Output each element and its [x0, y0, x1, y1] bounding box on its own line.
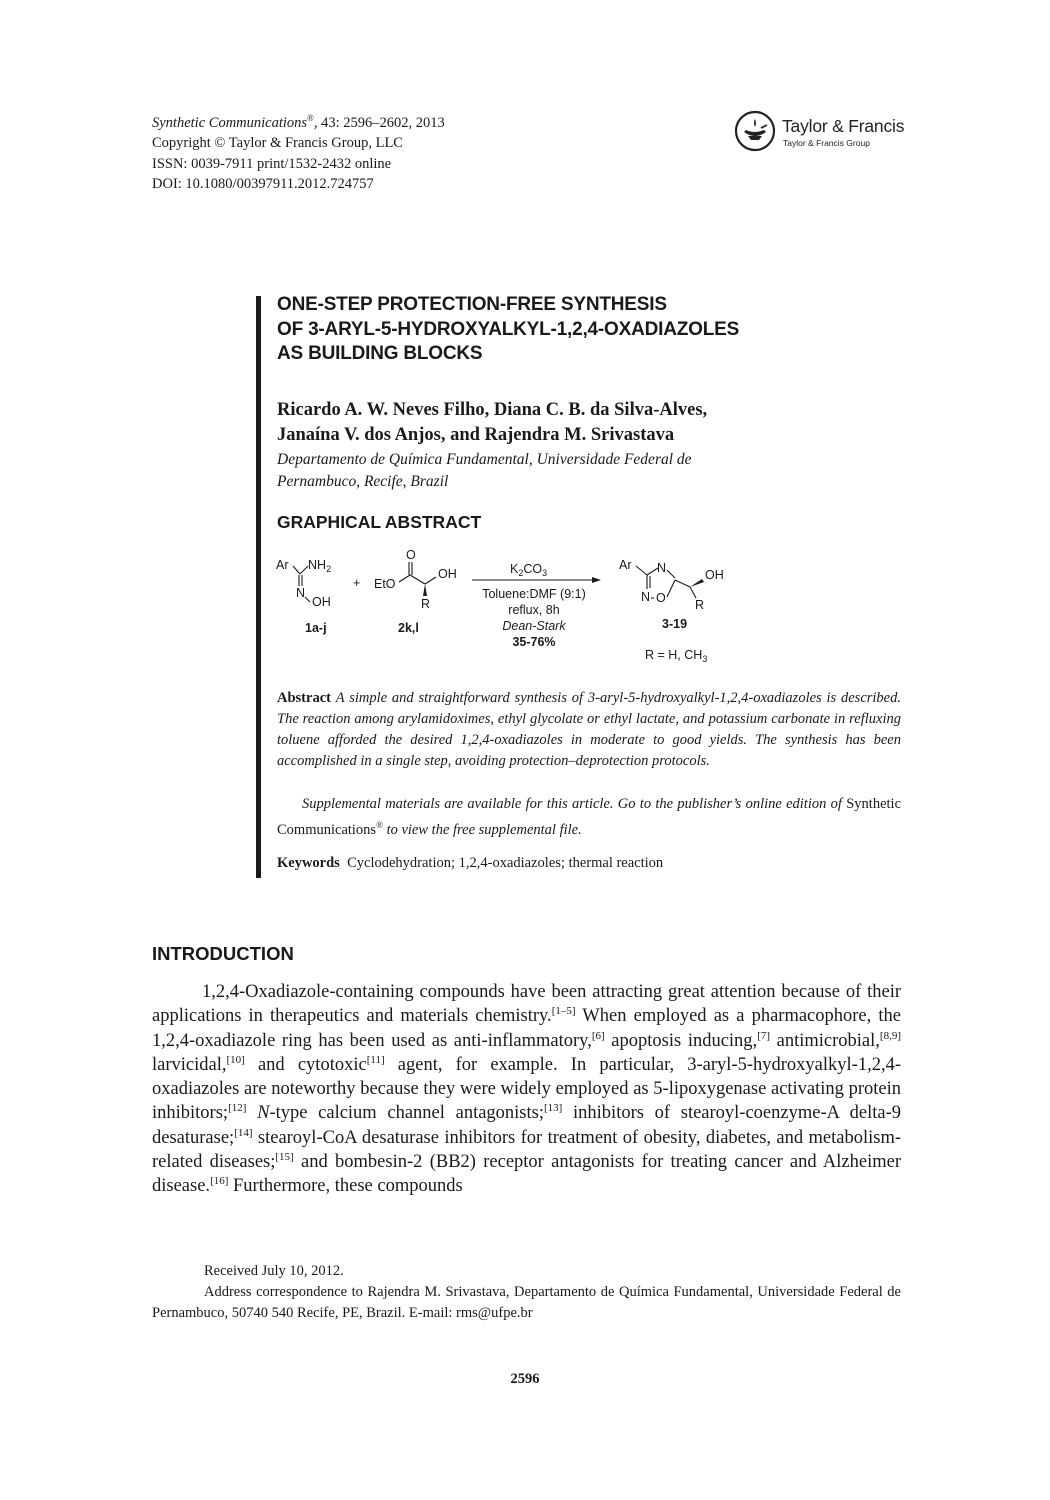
- page-number: 2596: [510, 1371, 540, 1387]
- introduction-paragraph: 1,2,4-Oxadiazole-containing compounds have been attracting great attention because of their applications in therapeutics and materials chemistry.[1–5] When employed as a pharmacophore, the 1,2,4-oxadiazole ring has been used as anti-inflammatory,[6] apoptosis inducing,[7] antimicrobial,[8,9] larvicidal,[10] and cytotoxic[11] agent, for example. In particular, 3-aryl-5-hydroxyalkyl-1,2,4-oxadiazoles are noteworthy because they were widely employed as 5-lipoxygenase activating protein inhibitors;[12] N-type calcium channel antagonists;[13] inhibitors of stearoyl-coenzyme-A delta-9 desaturase;[14] stearoyl-CoA desaturase inhibitors for treatment of obesity, diabetes, and metabolism-related diseases;[15] and bombesin-2 (BB2) receptor antagonists for treating cancer and Alzheimer disease.[16] Furthermore, these compounds: [152, 982, 902, 1197]
- supplemental-note: [277, 794, 901, 841]
- base-reagent: $K_2CO_3$: [510, 562, 548, 578]
- hydroxyl-label: OH: [438, 567, 457, 581]
- reference: [11]: [366, 1053, 385, 1066]
- journal-name: Synthetic Communications: [152, 114, 308, 131]
- temp-time-label: reflux, 8h: [508, 603, 560, 617]
- reference: [15]: [275, 1151, 294, 1164]
- reference: [1–5]: [551, 1005, 576, 1018]
- abstract-label: Abstract: [277, 690, 331, 706]
- footnote: [152, 1261, 901, 1324]
- plus-sign: +: [353, 576, 361, 590]
- abstract: [277, 688, 901, 772]
- volume-pages-year: , 43: 2596–2602, 2013: [313, 114, 445, 131]
- affiliation: [277, 449, 692, 493]
- r-definition: R = H, $CH_3$: [645, 648, 708, 664]
- reference: [6]: [591, 1029, 605, 1042]
- r-group-label: R: [421, 597, 431, 611]
- carbonyl-oxygen-label: O: [406, 548, 416, 562]
- ring-oxygen: O: [656, 591, 666, 605]
- hydroxyl-label: OH: [312, 595, 331, 609]
- author-line: Ricardo A. W. Neves Filho, Diana C. B. da Silva-Alves,: [277, 400, 708, 420]
- reactant-ester: [374, 548, 457, 635]
- journal-name: Synthetic Communications: [277, 796, 902, 838]
- aryl-label: Ar: [276, 558, 289, 572]
- received-date: Received July 10, 2012.: [204, 1263, 344, 1279]
- reference: [14]: [234, 1126, 253, 1139]
- aryl-label: Ar: [619, 558, 632, 572]
- graphical-abstract-scheme: [270, 542, 740, 672]
- compound-label-3-19: 3-19: [662, 617, 688, 631]
- author-line: Janaína V. dos Anjos, and Rajendra M. Srivastava: [277, 425, 675, 445]
- registered-mark: ®: [307, 113, 314, 123]
- journal-info: [152, 108, 445, 195]
- journal-citation: [152, 108, 445, 133]
- supplemental-text: to view the free supplemental file.: [386, 821, 582, 838]
- title-line: OF 3-ARYL-5-HYDROXYALKYL-1,2,4-OXADIAZOLES: [277, 318, 740, 340]
- amine-label: $NH_2$: [308, 558, 332, 574]
- reference: [13]: [544, 1102, 563, 1115]
- reaction-conditions: [472, 562, 601, 649]
- publisher-logo: [734, 110, 914, 154]
- introduction-heading: INTRODUCTION: [152, 943, 294, 964]
- doi-line: DOI: 10.1080/00397911.2012.724757: [152, 176, 374, 193]
- abstract-body: A simple and straightforward synthesis of 3-aryl-5-hydroxyalkyl-1,2,4-oxadiazoles is described. The reaction among arylamidoximes, ethyl glycolate or ethyl lactate, and potassium carbonate in refluxing toluene afforded the desired 1,2,4-oxadiazoles in moderate to good yields. The synthesis has been accomplished in a single step, avoiding protection–deprotection protocols.: [277, 690, 901, 769]
- ring-nitrogen-bottom: N: [641, 590, 651, 604]
- hydroxyl-label: OH: [705, 568, 724, 582]
- compound-label-1aj: 1a-j: [305, 621, 327, 635]
- ring-nitrogen-top: N: [657, 561, 667, 575]
- keywords: [277, 855, 663, 872]
- reference: [10]: [226, 1053, 245, 1066]
- compound-label-2kl: 2k,l: [398, 621, 419, 635]
- title-line: AS BUILDING BLOCKS: [277, 343, 483, 364]
- product-oxadiazole: [619, 558, 724, 664]
- lamp-icon: [734, 110, 776, 152]
- keywords-label: Keywords: [277, 855, 340, 871]
- registered-mark: ®: [376, 820, 383, 830]
- nitrogen-label: N: [296, 586, 306, 600]
- reference: [16]: [210, 1175, 229, 1188]
- supplemental-text: Supplemental materials are available for this article. Go to the publisher’s online edition of: [302, 796, 842, 812]
- title-line: ONE-STEP PROTECTION-FREE SYNTHESIS: [277, 294, 667, 315]
- apparatus-label: Dean-Stark: [502, 619, 566, 633]
- ethoxy-label: EtO: [374, 577, 396, 591]
- publisher-group: Taylor & Francis Group: [783, 138, 870, 148]
- reactant-amidoxime: [276, 558, 331, 635]
- affiliation-line: Pernambuco, Recife, Brazil: [277, 473, 449, 490]
- keywords-text: Cyclodehydration; 1,2,4-oxadiazoles; thermal reaction: [347, 855, 664, 871]
- issn-line: ISSN: 0039-7911 print/1532-2432 online: [152, 155, 392, 172]
- yield-label: 35-76%: [512, 635, 556, 649]
- article-title: [277, 293, 739, 367]
- publisher-name: Taylor & Francis: [782, 116, 905, 136]
- correspondence-address: Address correspondence to Rajendra M. Srivastava, Departamento de Química Fundamental, Universidade Federal de Pernambuco, 50740 540 Recife, PE, Brazil. E-mail: rms@ufpe.br: [152, 1284, 901, 1321]
- r-group-label: R: [695, 598, 705, 612]
- reference: [8,9]: [879, 1029, 901, 1042]
- affiliation-line: Departamento de Química Fundamental, Universidade Federal de: [277, 451, 692, 468]
- abstract-side-bar: [256, 296, 261, 878]
- authors: [277, 398, 707, 448]
- graphical-abstract-heading: GRAPHICAL ABSTRACT: [277, 512, 482, 532]
- solvent-label: Toluene:DMF (9:1): [482, 587, 586, 601]
- copyright-line: Copyright © Taylor & Francis Group, LLC: [152, 135, 403, 152]
- reference: [12]: [228, 1102, 247, 1115]
- reference: [7]: [757, 1029, 771, 1042]
